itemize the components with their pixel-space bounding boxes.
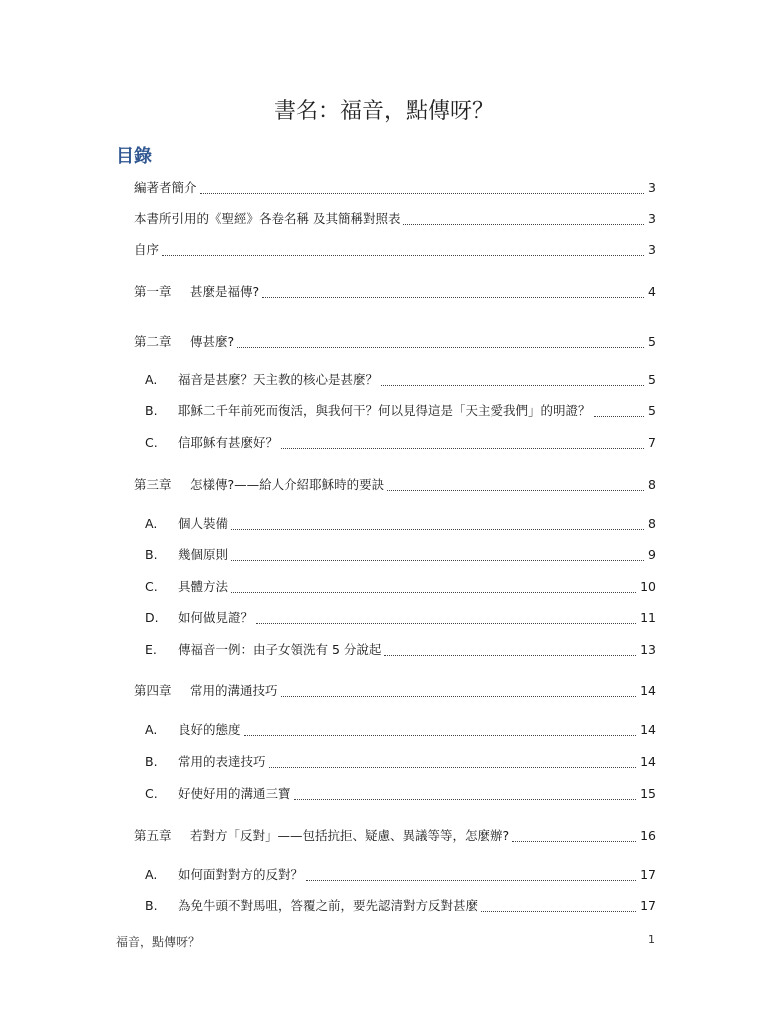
toc-entry[interactable]	[0, 240, 768, 260]
toc-page-number: 5	[648, 334, 656, 349]
toc-entry-title: 具體方法	[178, 579, 229, 594]
toc-page-number: 17	[640, 898, 656, 913]
toc-section-letter: C.	[145, 435, 158, 450]
toc-entry-title: 耶穌二千年前死而復活，與我何干？何以見得這是「天主愛我們」的明證？	[178, 403, 591, 418]
toc-dot-leader	[403, 224, 644, 225]
toc-entry-title: 信耶穌有甚麼好？	[178, 435, 279, 450]
toc-dot-leader	[294, 799, 637, 800]
toc-entry[interactable]	[0, 608, 768, 628]
toc-entry-title: 甚麼是福傳?	[190, 284, 260, 299]
toc-section-letter: D.	[145, 610, 159, 625]
toc-entry-title: 個人裝備	[178, 516, 229, 531]
toc-section-letter: A.	[145, 867, 158, 882]
toc-entry-title: 本書所引用的《聖經》各卷名稱 及其簡稱對照表	[134, 211, 401, 226]
toc-dot-leader	[237, 347, 644, 348]
toc-entry-title: 傳甚麼?	[190, 334, 235, 349]
toc-entry[interactable]	[0, 640, 768, 660]
toc-chapter-number: 第四章	[134, 683, 172, 698]
toc-entry[interactable]	[0, 545, 768, 565]
toc-chapter-number: 第三章	[134, 477, 172, 492]
toc-chapter-number: 第一章	[134, 284, 172, 299]
toc-entry-title: 好使好用的溝通三寶	[178, 786, 291, 801]
toc-dot-leader	[481, 911, 636, 912]
toc-entry-title: 常用的溝通技巧	[190, 683, 278, 698]
toc-dot-leader	[387, 490, 644, 491]
toc-chapter-number: 第二章	[134, 334, 172, 349]
toc-page-number: 8	[648, 516, 656, 531]
footer-page-number: 1	[648, 933, 655, 946]
toc-entry[interactable]	[0, 784, 768, 804]
toc-section-letter: C.	[145, 579, 158, 594]
toc-dot-leader	[306, 880, 636, 881]
toc-page-number: 16	[640, 828, 656, 843]
toc-dot-leader	[256, 623, 636, 624]
toc-section-letter: E.	[145, 642, 157, 657]
toc-section-letter: A.	[145, 372, 158, 387]
toc-page-number: 9	[648, 547, 656, 562]
toc-entry-title: 福音是甚麼？天主教的核心是甚麼？	[178, 372, 379, 387]
toc-section-letter: A.	[145, 516, 158, 531]
toc-entry-title: 常用的表達技巧	[178, 754, 266, 769]
toc-entry[interactable]	[0, 178, 768, 198]
toc-entry[interactable]	[0, 826, 768, 846]
toc-entry-title: 如何面對對方的反對？	[178, 867, 304, 882]
toc-dot-leader	[281, 448, 644, 449]
toc-entry-title: 自序	[134, 242, 160, 257]
toc-entry-title: 幾個原則	[178, 547, 229, 562]
toc-entry[interactable]	[0, 577, 768, 597]
toc-entry-title: 為免牛頭不對馬咀，答覆之前，要先認清對方反對甚麼	[178, 898, 479, 913]
toc-dot-leader	[269, 767, 637, 768]
toc-entry[interactable]	[0, 282, 768, 302]
toc-page-number: 4	[648, 284, 656, 299]
toc-entry-title: 若對方「反對」——包括抗拒、疑慮、異議等等，怎麼辦?	[190, 828, 510, 843]
toc-entry-title: 怎樣傳?——給人介紹耶穌時的要訣	[190, 477, 385, 492]
toc-chapter-number: 第五章	[134, 828, 172, 843]
toc-page-number: 7	[648, 435, 656, 450]
toc-page-number: 3	[648, 242, 656, 257]
toc-section-letter: C.	[145, 786, 158, 801]
toc-entry[interactable]	[0, 752, 768, 772]
toc-entry-title: 傳福音一例：由子女領洗有 5 分說起	[178, 642, 382, 657]
toc-entry[interactable]	[0, 720, 768, 740]
toc-page-number: 13	[640, 642, 656, 657]
toc-page-number: 17	[640, 867, 656, 882]
toc-page-number: 15	[640, 786, 656, 801]
page-title: 書名：福音，點傳呀？	[273, 99, 494, 124]
toc-entry[interactable]	[0, 332, 768, 352]
toc-dot-leader	[512, 841, 636, 842]
toc-dot-leader	[231, 592, 636, 593]
toc-dot-leader	[594, 416, 645, 417]
toc-page-number: 11	[640, 610, 656, 625]
toc-page-number: 3	[648, 211, 656, 226]
toc-entry[interactable]	[0, 896, 768, 916]
toc-entry[interactable]	[0, 681, 768, 701]
toc-page-number: 5	[648, 403, 656, 418]
toc-entry[interactable]	[0, 433, 768, 453]
toc-heading: 目錄	[116, 146, 152, 167]
toc-dot-leader	[231, 560, 644, 561]
toc-section-letter: B.	[145, 403, 158, 418]
toc-entry[interactable]	[0, 370, 768, 390]
toc-entry[interactable]	[0, 865, 768, 885]
toc-section-letter: A.	[145, 722, 158, 737]
toc-dot-leader	[262, 297, 644, 298]
toc-entry-title: 良好的態度	[178, 722, 241, 737]
toc-dot-leader	[200, 193, 645, 194]
toc-dot-leader	[162, 255, 644, 256]
toc-entry-title: 編著者簡介	[134, 180, 197, 195]
toc-dot-leader	[231, 529, 644, 530]
toc-page-number: 14	[640, 722, 656, 737]
toc-entry[interactable]	[0, 475, 768, 495]
toc-dot-leader	[281, 696, 637, 697]
toc-entry[interactable]	[0, 401, 768, 421]
toc-page-number: 14	[640, 683, 656, 698]
toc-section-letter: B.	[145, 754, 158, 769]
toc-page-number: 14	[640, 754, 656, 769]
toc-section-letter: B.	[145, 898, 158, 913]
toc-page-number: 5	[648, 372, 656, 387]
footer-title: 福音，點傳呀？	[116, 935, 201, 949]
toc-dot-leader	[381, 385, 644, 386]
toc-page-number: 8	[648, 477, 656, 492]
toc-section-letter: B.	[145, 547, 158, 562]
toc-page-number: 10	[640, 579, 656, 594]
toc-page-number: 3	[648, 180, 656, 195]
toc-entry[interactable]	[0, 209, 768, 229]
toc-entry[interactable]	[0, 514, 768, 534]
toc-entry-title: 如何做見證？	[178, 610, 254, 625]
toc-dot-leader	[244, 735, 637, 736]
toc-dot-leader	[384, 655, 636, 656]
